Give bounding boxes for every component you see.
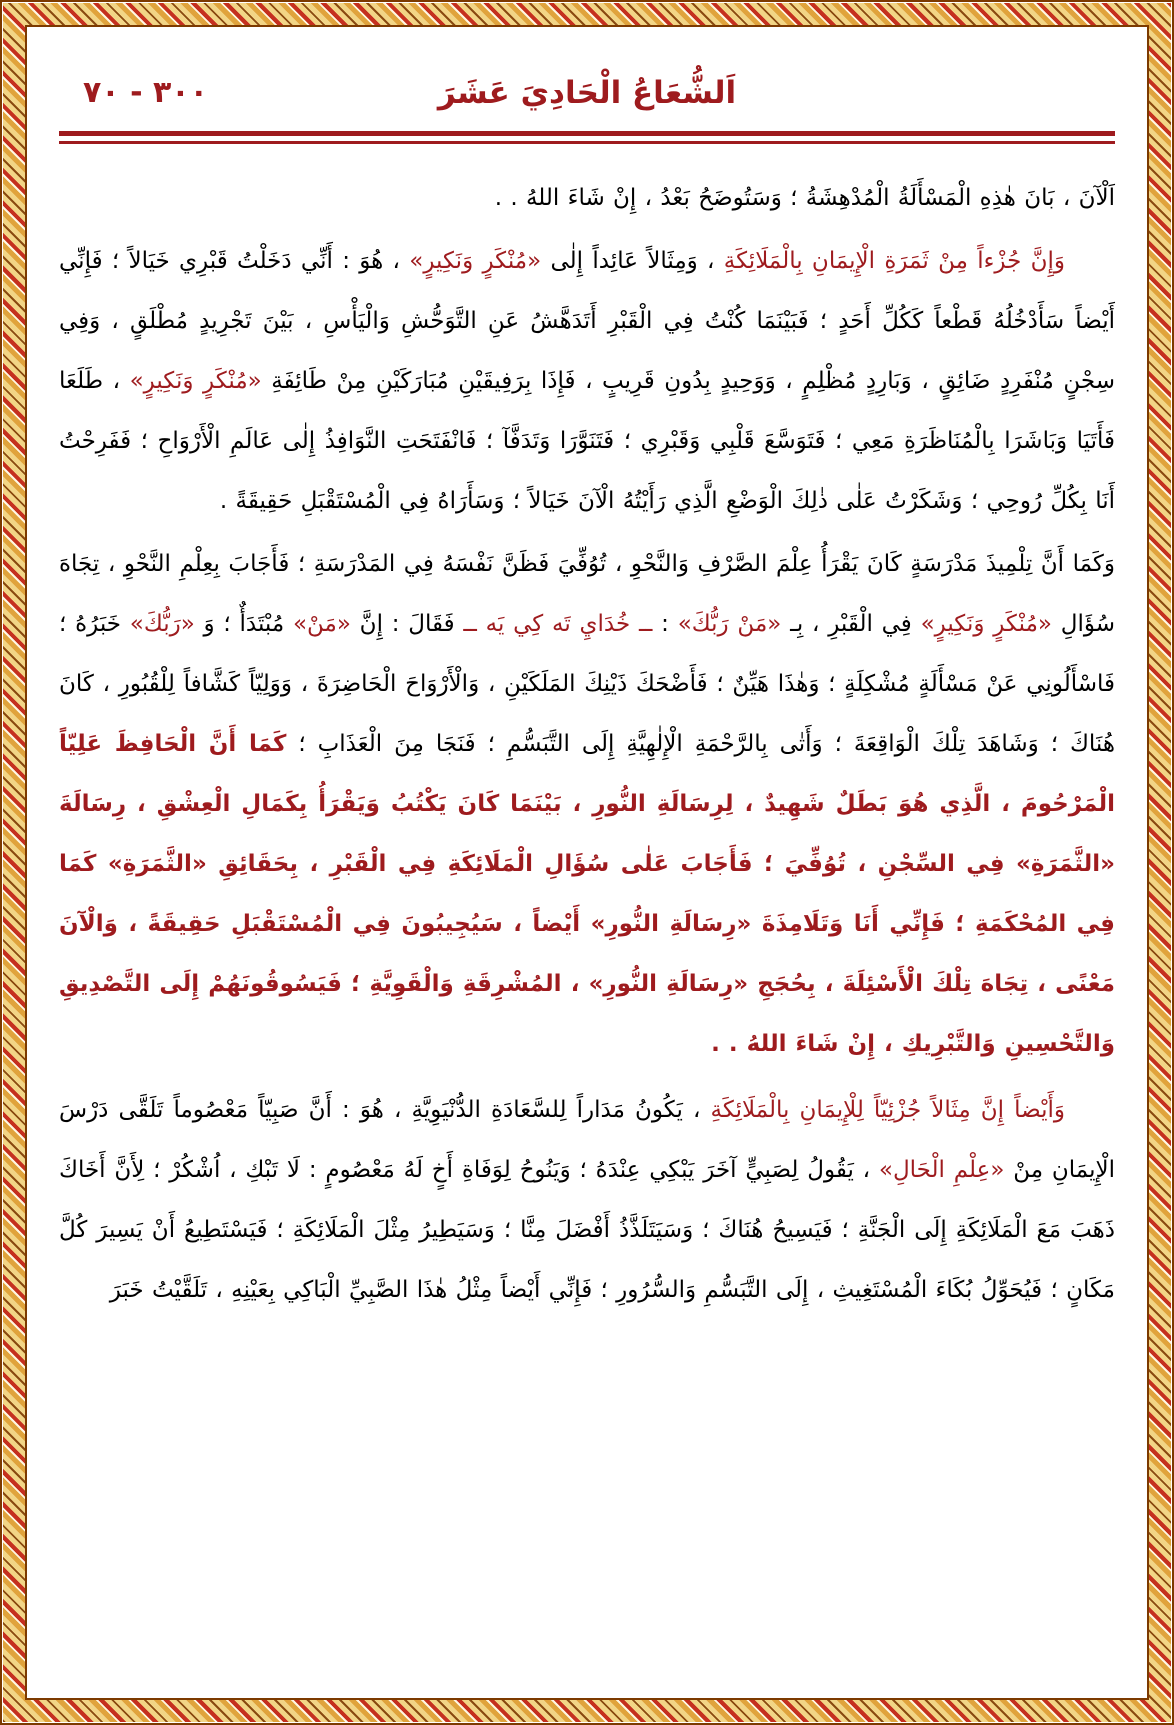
text-segment-red: «مُنْكَرٍ وَنَكِيرٍ» — [409, 248, 542, 274]
text-segment-black: فِي الْقَبْرِ ، بِـ — [781, 611, 921, 637]
text-segment-red: «مَنْ رَبُّكَ» — [677, 611, 782, 637]
text-segment-black: ، هُوَ : أَنِّي دَخَلْتُ قَبْرِي خَيَالاً ؛ فَإِنِّي أَيْضاً سَأَدْخُلُهُ قَطْعاً كَكُلِّ أَحَدٍ ؛ فَبَيْنَمَا كُنْتُ فِي الْقَبْرِ أَتَدَهَّشُ عَنِ التَّوَحُّشِ وَالْيَأْسِ ، بَيْنَ تَجْرِيدٍ مُطْلَقٍ ، وَفِي سِجْنٍ مُنْفَرِدٍ ضَائِقٍ ، وَبَارِدٍ مُظْلِمٍ ، وَوَحِيدٍ بِدُونِ قَرِيبٍ ، فَإِذَا بِرَفِيقَيْنِ مُبَارَكَيْنِ مِنْ طَائِفَةِ — [59, 248, 1115, 394]
text-segment-black: خَبَرُهُ ؛ فَاسْأَلُونِي عَنْ مَسْأَلَةٍ مُشْكِلَةٍ ؛ وَهٰذَا هَيِّنٌ ؛ فَأَضْحَكَ ذَيْنِكَ المَلَكَيْنِ ، وَالْأَرْوَاحَ الْحَاضِرَةَ ، وَوَلِيّاً كَشَّافاً لِلْقُبُورِ ، كَانَ هُنَاكَ ؛ وَشَاهَدَ تِلْكَ الْوَاقِعَةَ ؛ وَأَتٰى بِالرَّحْمَةِ الْإِلٰهِيَّةِ إِلَى التَّبَسُّمِ ؛ فَنَجَا مِنَ الْعَذَابِ ؛ — [59, 611, 1115, 757]
page-number: ٣٠٠ - ٧٠ — [83, 75, 208, 110]
text-segment-red: «عِلْمِ الْحَالِ» — [878, 1157, 1005, 1183]
text-segment-red: ــ خُدَايِ تَه كِي يَه ــ — [454, 611, 653, 637]
text-segment-red: وَإِنَّ جُزْءاً مِنْ ثَمَرَةِ الْإِيمَانِ بِالْمَلَائِكَةِ — [723, 248, 1065, 274]
page-content — [27, 27, 1147, 1698]
page-title: اَلشُّعَاعُ الْحَادِيَ عَشَرَ — [437, 75, 737, 111]
text-segment-red: وَأَيْضاً إِنَّ مِثَالاً جُزْئِيّاً لِلْإِيمَانِ بِالْمَلَائِكَةِ — [710, 1097, 1065, 1123]
text-segment-black: اَلْآنَ ، بَانَ هٰذِهِ الْمَسْأَلَةُ الْمُدْهِشَةُ ؛ وَسَتُوضَحُ بَعْدُ ، إِنْ شَاءَ اللهُ . . — [494, 185, 1115, 211]
ornate-border-pattern — [3, 3, 1171, 1722]
paragraph-child-example — [59, 1080, 1115, 1320]
paragraph-munkar-nakir-example — [59, 231, 1115, 531]
text-segment-black: : — [652, 611, 678, 637]
paragraph-conclusion-previous — [59, 168, 1115, 228]
text-segment-black: ، يَقُولُ لِصَبِيٍّ آخَرَ يَبْكِي عِنْدَهُ ؛ وَيَنُوحُ لِوَفَاةِ أَخٍ لَهُ مَعْصُومٍ : لَا تَبْكِ ، اُشْكُرْ ؛ لِأَنَّ أَخَاكَ ذَهَبَ مَعَ الْمَلَائِكَةِ إِلَى الْجَنَّةِ ؛ فَيَسِيحُ هُنَاكَ ؛ وَسَيَتَلَذَّذُ أَفْضَلَ مِنَّا ؛ وَسَيَطِيرُ مِثْلَ الْمَلَائِكَةِ ؛ فَيَسْتَطِيعُ أَنْ يَسِيرَ كُلَّ مَكَانٍ ؛ فَيُحَوِّلُ بُكَاءَ الْمُسْتَغِيثِ ، إِلَى التَّبَسُّمِ وَالسُّرُورِ ؛ فَإِنِّي أَيْضاً مِثْلُ هٰذَا الصَّبِيِّ الْبَاكِي بِعَيْنِهِ ، تَلَقَّيْتُ خَبَرَ — [59, 1157, 1115, 1303]
text-segment-black: ، طَلَعَا فَأَتَيَا وَبَاشَرَا بِالْمُنَاظَرَةِ مَعِي ؛ فَتَوَسَّعَ قَلْبِي وَقَبْرِي ؛ فَتَنَوَّرَا وَتَدَفَّآ ؛ فَانْفَتَحَتِ النَّوَافِذُ إِلٰى عَالَمِ الْأَرْوَاحِ ؛ فَفَرِحْتُ أَنَا بِكُلِّ رُوحِي ؛ وَشَكَرْتُ عَلٰى ذٰلِكَ الْوَضْعِ الَّذِي رَأَيْتُهُ الْآنَ خَيَالاً ؛ وَسَأَرَاهُ فِي الْمُسْتَقْبَلِ حَقِيقَةً . — [59, 368, 1115, 514]
text-segment-black: ، يَكُونُ مَدَاراً لِلسَّعَادَةِ الدُّنْيَوِيَّةِ ، هُوَ : أَنَّ صَبِيّاً مَعْصُوماً تَلَقَّى دَرْسَ الْإِيمَانِ مِنْ — [59, 1097, 1115, 1183]
page-header — [59, 67, 1115, 119]
text-segment-black: مُبْتَدَأٌ ؛ وَ — [194, 611, 293, 637]
text-segment-black: ، وَمِثَالاً عَائِداً إِلٰى — [541, 248, 724, 274]
text-segment-red: «مَنْ» — [292, 611, 351, 637]
text-segment-black: فَقَالَ : إِنَّ — [350, 611, 455, 637]
text-segment-red: «مُنْكَرٍ وَنَكِيرٍ» — [129, 368, 262, 394]
header-double-rule — [59, 131, 1115, 144]
body-text — [59, 168, 1115, 1320]
text-segment-red: «رَبُّكَ» — [129, 611, 195, 637]
text-segment-black: وَكَمَا أَنَّ تِلْمِيذَ مَدْرَسَةٍ كَانَ يَقْرَأُ عِلْمَ الصَّرْفِ وَالنَّحْوِ ، تُوُفِّيَ فَظَنَّ نَفْسَهُ فِي المَدْرَسَةِ ؛ فَأَجَابَ بِعِلْمِ النَّحْوِ ، تِجَاهَ سُؤَالِ — [59, 551, 1115, 637]
paragraph-school-student-story — [59, 534, 1115, 1074]
text-segment-red: «مُنْكَرٍ وَنَكِيرٍ» — [920, 611, 1052, 637]
inner-border-line — [25, 25, 1149, 1700]
text-segment-red: كَمَا أَنَّ الْحَافِظَ عَلِيّاً الْمَرْحُومَ ، الَّذِي هُوَ بَطَلٌ شَهِيدٌ ، لِرِسَالَةِ النُّورِ ، بَيْنَمَا كَانَ يَكْتُبُ وَيَقْرَأُ بِكَمَالِ الْعِشْقِ ، رِسَالَةَ «الثَّمَرَةِ» فِي السِّجْنِ ، تُوُفِّيَ ؛ فَأَجَابَ عَلٰى سُؤَالِ الْمَلَائِكَةِ فِي الْقَبْرِ ، بِحَقَائِقِ «الثَّمَرَةِ» كَمَا فِي المُحْكَمَةِ ؛ فَإِنِّي أَنَا وَتَلَامِذَةَ «رِسَالَةِ النُّورِ» أَيْضاً ، سَيُجِيبُونَ فِي الْمُسْتَقْبَلِ حَقِيقَةً ، وَالْآنَ مَعْنًى ، تِجَاهَ تِلْكَ الْأَسْئِلَةَ ، بِحُجَجِ «رِسَالَةِ النُّورِ» ، المُشْرِقَةِ وَالْقَوِيَّةِ ؛ فَيَسُوقُونَهُمْ إِلَى التَّصْدِيقِ وَالتَّحْسِينِ وَالتَّبْرِيكِ ، إِنْ شَاءَ اللهُ . . — [59, 731, 1115, 1057]
